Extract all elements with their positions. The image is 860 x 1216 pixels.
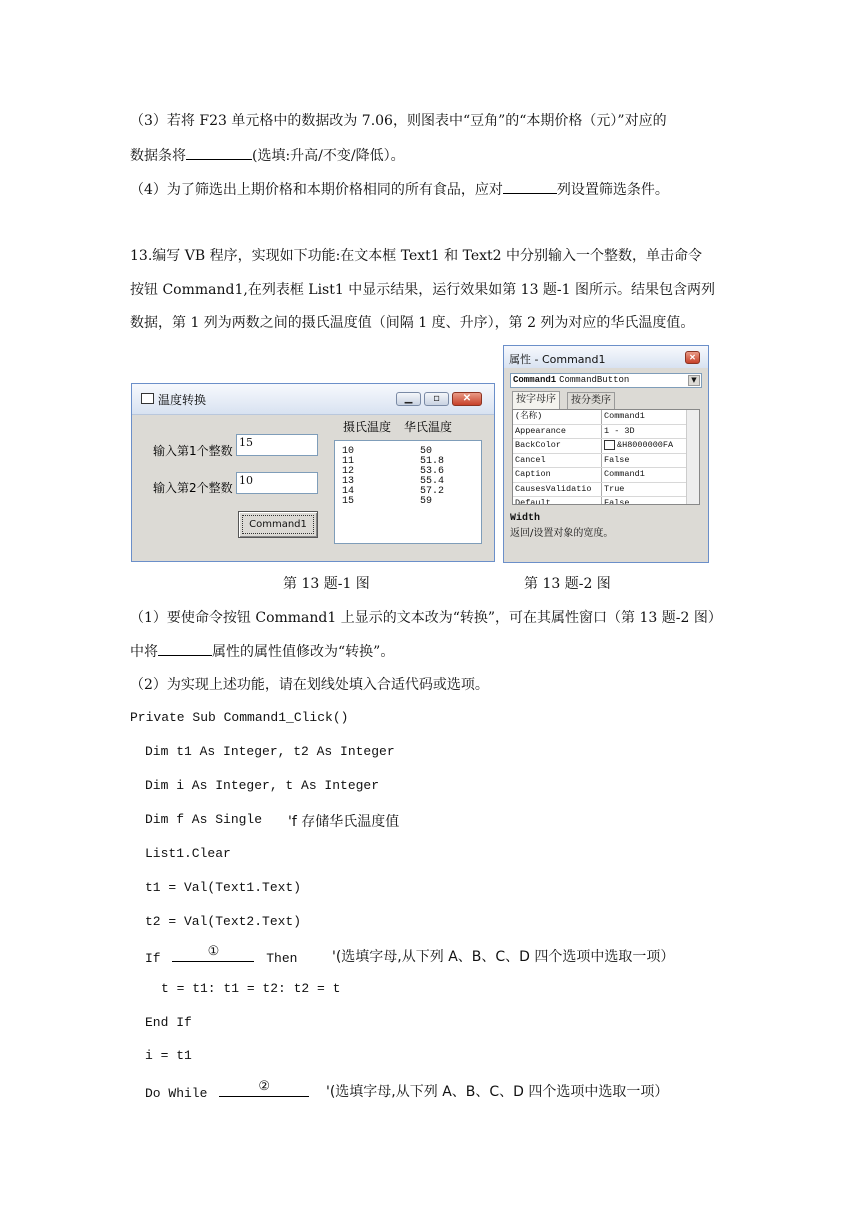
celsius-value: 11 (342, 456, 355, 467)
object-combo[interactable] (510, 373, 702, 388)
answer-blank-1 (172, 944, 254, 962)
property-name: Default (513, 497, 602, 505)
celsius-value: 13 (342, 476, 355, 487)
property-row[interactable] (513, 483, 699, 498)
maximize-button[interactable] (424, 392, 449, 406)
property-scrollbar[interactable] (686, 410, 699, 504)
property-name: Caption (513, 468, 602, 482)
code-line: Dim f As Single (145, 812, 263, 827)
property-value: False (604, 498, 630, 505)
code-keyword: If (145, 951, 161, 966)
minimize-button[interactable] (396, 392, 421, 406)
code-line: t1 = Val(Text1.Text) (145, 880, 302, 895)
code-line: t2 = Val(Text2.Text) (145, 914, 302, 929)
properties-window (503, 345, 709, 563)
close-button[interactable] (685, 351, 700, 364)
property-name: CausesValidatio (513, 483, 602, 497)
code-keyword: Do While (145, 1086, 208, 1101)
property-row[interactable] (513, 497, 699, 505)
celsius-value: 14 (342, 486, 355, 497)
combo-object-type: CommandButton (559, 375, 630, 385)
list-item[interactable] (335, 487, 481, 497)
fahrenheit-value: 59 (420, 496, 433, 507)
sub1-line2 (130, 641, 394, 662)
q3-line2-post: (选填:升高/不变/降低）。 (252, 148, 405, 164)
fahrenheit-value: 57.2 (420, 486, 445, 497)
code-line: i = t1 (145, 1048, 192, 1063)
list-item[interactable] (335, 457, 481, 467)
property-name: Appearance (513, 425, 602, 439)
property-name: Cancel (513, 454, 602, 468)
sub2-line: （2）为实现上述功能，请在划线处填入合适代码或选项。 (130, 677, 489, 693)
answer-blank (503, 179, 557, 194)
property-value: False (604, 454, 630, 465)
code-comment: '(选填字母,从下列 A、B、C、D 四个选项中选取一项） (326, 1084, 669, 1100)
code-line: Dim i As Integer, t As Integer (145, 778, 380, 793)
tab-alphabetic[interactable]: 按字母序 (512, 391, 560, 409)
label-first-integer: 输入第1个整数 (153, 444, 233, 458)
answer-blank-2 (219, 1079, 309, 1097)
property-row[interactable] (513, 468, 699, 483)
list1-listbox[interactable] (334, 440, 482, 544)
property-value-text: &H8000000FA (617, 440, 674, 450)
close-button[interactable] (452, 392, 482, 406)
list-item[interactable] (335, 467, 481, 477)
figure2-caption: 第 13 题-2 图 (524, 576, 611, 592)
q3-line2 (130, 145, 405, 166)
maximize-icon: ▫ (433, 393, 440, 404)
code-keyword: Then (266, 951, 298, 966)
celsius-value: 15 (342, 496, 355, 507)
close-icon: ✕ (462, 393, 472, 404)
minimize-icon: ▁ (404, 393, 413, 404)
label-second-integer: 输入第2个整数 (153, 481, 233, 495)
answer-blank (186, 145, 252, 160)
temperature-window (131, 383, 495, 562)
fahrenheit-value: 53.6 (420, 466, 445, 477)
celsius-value: 12 (342, 466, 355, 477)
property-name: (名称) (513, 410, 602, 424)
property-row[interactable] (513, 439, 699, 454)
q3-line2-pre: 数据条将 (130, 148, 186, 164)
code-line: List1.Clear (145, 846, 231, 861)
code-line-do-while (145, 1079, 309, 1101)
answer-blank (158, 641, 212, 656)
color-swatch-icon (604, 440, 615, 450)
celsius-value: 10 (342, 446, 355, 457)
description-text: 返回/设置对象的宽度。 (510, 528, 614, 539)
sub1-line2-post: 属性的属性值修改为“转换”。 (212, 644, 395, 660)
property-description (510, 513, 704, 557)
command1-button[interactable]: Command1 (238, 511, 318, 538)
q3-line1: （3）若将 F23 单元格中的数据改为 7.06，则图表中“豆角”的“本期价格（元）”对应的 (130, 113, 667, 129)
app-icon (141, 393, 154, 404)
tab-categorized[interactable]: 按分类序 (567, 392, 615, 409)
fahrenheit-value: 55.4 (420, 476, 445, 487)
code-line: Private Sub Command1_Click() (130, 710, 349, 725)
sub1-line1: （1）要使命令按钮 Command1 上显示的文本改为“转换”，可在其属性窗口（第 13 题-2 图） (130, 610, 722, 626)
blank-marker: ② (258, 1079, 271, 1094)
code-line: Dim t1 As Integer, t2 As Integer (145, 744, 395, 759)
q13-line3: 数据，第 1 列为两数之间的摄氏温度值（间隔 1 度、升序），第 2 列为对应的华氏温度值。 (130, 315, 695, 331)
property-value: 1 - 3D (604, 425, 635, 436)
properties-titlebar[interactable] (504, 346, 708, 368)
code-line-if (145, 944, 298, 966)
window-title: 温度转换 (158, 393, 207, 407)
property-row[interactable] (513, 454, 699, 469)
code-comment: '(选填字母,从下列 A、B、C、D 四个选项中选取一项） (332, 949, 675, 965)
code-line: t = t1: t1 = t2: t2 = t (161, 981, 341, 996)
sub1-line2-pre: 中将 (130, 644, 158, 660)
property-name: BackColor (513, 439, 602, 453)
fahrenheit-value: 51.8 (420, 456, 445, 467)
q4-post: 列设置筛选条件。 (556, 182, 669, 198)
code-line: End If (145, 1015, 192, 1030)
text1-input[interactable]: 15 (236, 434, 318, 456)
q13-line2: 按钮 Command1,在列表框 List1 中显示结果，运行效果如第 13 题-1 图所示。结果包含两列 (130, 282, 716, 298)
header-celsius: 摄氏温度 (343, 420, 392, 434)
q4-line (130, 179, 669, 200)
property-value: True (604, 483, 625, 494)
description-title: Width (510, 513, 541, 524)
list-item[interactable] (335, 497, 481, 507)
code-comment: 'f 存储华氏温度值 (288, 814, 400, 830)
window-titlebar[interactable] (132, 384, 494, 415)
property-value: Command1 (604, 411, 645, 421)
q4-pre: （4）为了筛选出上期价格和本期价格相同的所有食品，应对 (130, 182, 503, 198)
property-grid (512, 409, 700, 505)
text2-input[interactable]: 10 (236, 472, 318, 494)
list-item[interactable] (335, 447, 481, 457)
close-icon: ✕ (689, 352, 696, 362)
list-item[interactable] (335, 477, 481, 487)
property-row[interactable] (513, 425, 699, 440)
combo-object-name: Command1 (513, 375, 557, 385)
property-value: Command1 (604, 469, 645, 479)
blank-marker: ① (207, 944, 220, 959)
chevron-down-icon[interactable]: ▼ (688, 375, 700, 386)
q13-line1: 13.编写 VB 程序，实现如下功能:在文本框 Text1 和 Text2 中分别输入一个整数，单击命令 (130, 248, 703, 264)
property-value (602, 439, 699, 453)
figure1-caption: 第 13 题-1 图 (283, 576, 370, 592)
header-fahrenheit: 华氏温度 (404, 420, 453, 434)
fahrenheit-value: 50 (420, 446, 433, 457)
properties-title: 属性 - Command1 (509, 353, 606, 366)
property-row[interactable] (513, 410, 699, 425)
